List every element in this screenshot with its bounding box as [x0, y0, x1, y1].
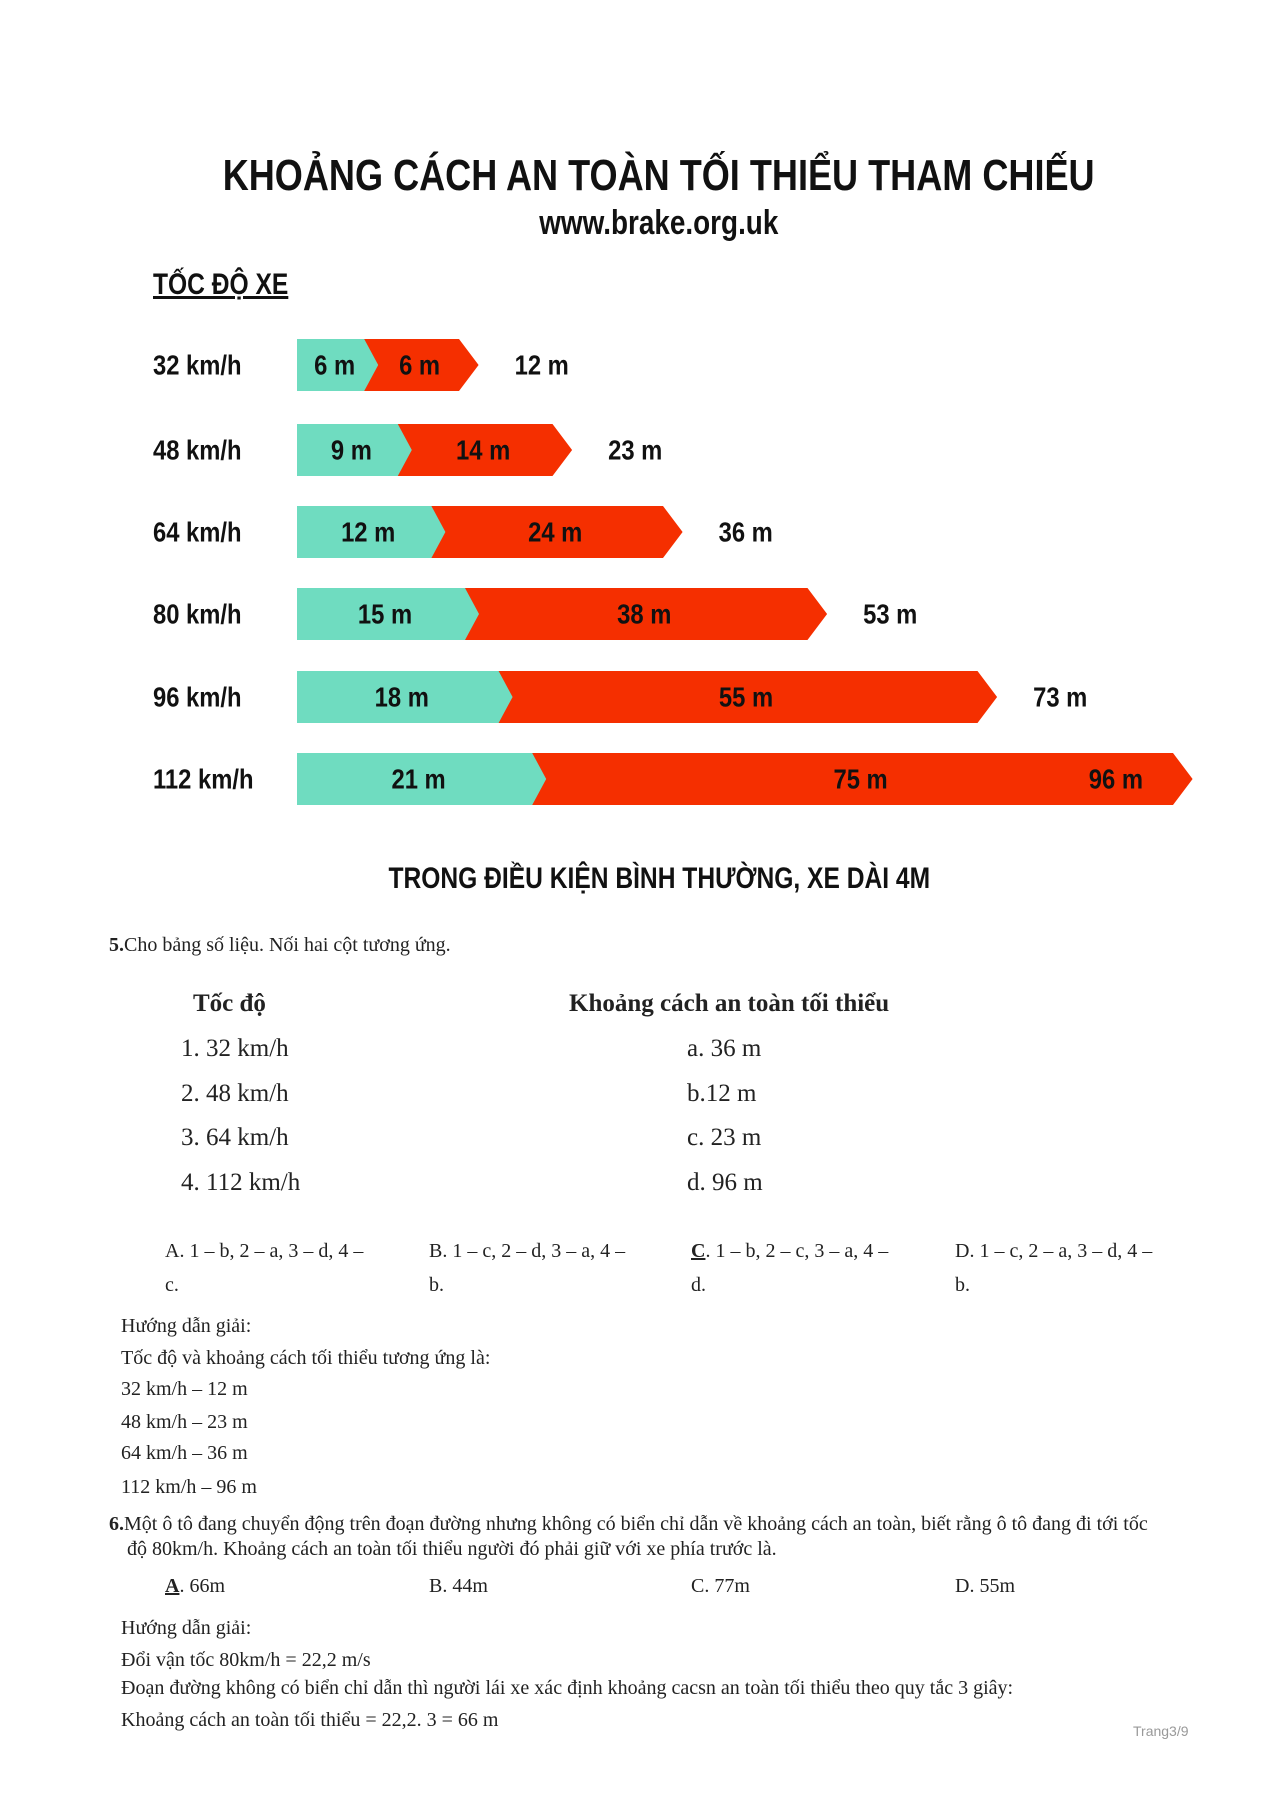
- infographic-source: www.brake.org.uk: [539, 204, 779, 242]
- speed-item: 2. 48 km/h: [181, 1080, 289, 1107]
- page-number: Trang3/9: [1133, 1723, 1189, 1739]
- braking-distance-label: 75 m: [833, 762, 888, 796]
- speed-label: 64 km/h: [153, 515, 242, 549]
- braking-distance-label: 24 m: [528, 515, 583, 549]
- braking-distance-label: 55 m: [718, 680, 774, 714]
- total-distance-label: 96 m: [1088, 762, 1143, 796]
- q5-option-c-cont: d.: [691, 1274, 706, 1296]
- solution-heading: Hướng dẫn giải:: [121, 1617, 252, 1639]
- solution-line: 64 km/h – 36 m: [121, 1442, 248, 1464]
- speed-item: 4. 112 km/h: [181, 1169, 301, 1196]
- question-5: 5.Cho bảng số liệu. Nối hai cột tương ứng.: [109, 934, 451, 956]
- q5-option-a[interactable]: A. 1 – b, 2 – a, 3 – d, 4 –: [165, 1240, 364, 1262]
- solution-line: Đổi vận tốc 80km/h = 22,2 m/s: [121, 1649, 371, 1671]
- speed-label: 48 km/h: [153, 433, 242, 467]
- total-distance-label: 53 m: [863, 597, 918, 631]
- q6-option-c[interactable]: C. 77m: [691, 1575, 750, 1597]
- distance-item: d. 96 m: [687, 1169, 763, 1196]
- distance-item: c. 23 m: [687, 1124, 762, 1151]
- total-distance-label: 73 m: [1033, 680, 1088, 714]
- infographic-caption: TRONG ĐIỀU KIỆN BÌNH THƯỜNG, XE DÀI 4M: [388, 862, 930, 895]
- speed-label: 96 km/h: [153, 680, 242, 714]
- reaction-distance-label: 21 m: [391, 762, 446, 796]
- reaction-distance-label: 6 m: [314, 348, 356, 382]
- stopping-distance-chart: [0, 0, 1272, 820]
- reaction-distance-label: 18 m: [374, 680, 429, 714]
- question-6: 6.Một ô tô đang chuyển động trên đoạn đường nhưng không có biển chỉ dẫn về khoảng cách an toàn, biết rằng ô tô đang đi tới tốc: [109, 1513, 1148, 1535]
- column-header-speed: Tốc độ: [193, 990, 266, 1017]
- distance-item: b.12 m: [687, 1080, 757, 1107]
- total-distance-label: 23 m: [608, 433, 663, 467]
- solution-line: 32 km/h – 12 m: [121, 1378, 248, 1400]
- total-distance-label: 36 m: [718, 515, 773, 549]
- reaction-distance-label: 15 m: [357, 597, 413, 631]
- q5-option-c-correct[interactable]: C. 1 – b, 2 – c, 3 – a, 4 –: [691, 1240, 889, 1262]
- question-6-cont: độ 80km/h. Khoảng cách an toàn tối thiểu người đó phải giữ với xe phía trước là.: [127, 1538, 777, 1560]
- column-header-distance: Khoảng cách an toàn tối thiểu: [569, 990, 890, 1017]
- speed-item: 1. 32 km/h: [181, 1035, 289, 1062]
- braking-distance-label: 14 m: [456, 433, 511, 467]
- speed-axis-label: TỐC ĐỘ XE: [153, 268, 289, 301]
- solution-line: Đoạn đường không có biển chỉ dẫn thì người lái xe xác định khoảng cacsn an toàn tối thiểu theo quy tắc 3 giây:: [121, 1677, 1014, 1699]
- q6-option-b[interactable]: B. 44m: [429, 1575, 488, 1597]
- infographic-title: KHOẢNG CÁCH AN TOÀN TỐI THIỂU THAM CHIẾU: [223, 151, 1095, 200]
- solution-line: 112 km/h – 96 m: [121, 1476, 257, 1498]
- solution-heading: Hướng dẫn giải:: [121, 1315, 252, 1337]
- reaction-distance-label: 9 m: [330, 433, 372, 467]
- speed-label: 80 km/h: [153, 597, 242, 631]
- braking-distance-label: 38 m: [617, 597, 672, 631]
- reaction-distance-label: 12 m: [341, 515, 396, 549]
- q5-option-a-cont: c.: [165, 1274, 179, 1296]
- q6-option-a-correct[interactable]: A. 66m: [165, 1575, 226, 1597]
- q5-option-b[interactable]: B. 1 – c, 2 – d, 3 – a, 4 –: [429, 1240, 626, 1262]
- q5-option-d-cont: b.: [955, 1274, 970, 1296]
- solution-line: Tốc độ và khoảng cách tối thiểu tương ứng là:: [121, 1347, 491, 1369]
- speed-label: 112 km/h: [153, 762, 254, 796]
- braking-distance-label: 6 m: [399, 348, 441, 382]
- solution-line: Khoảng cách an toàn tối thiểu = 22,2. 3 = 66 m: [121, 1709, 499, 1731]
- distance-item: a. 36 m: [687, 1035, 762, 1062]
- solution-line: 48 km/h – 23 m: [121, 1411, 248, 1433]
- q5-option-d[interactable]: D. 1 – c, 2 – a, 3 – d, 4 –: [955, 1240, 1153, 1262]
- speed-label: 32 km/h: [153, 348, 242, 382]
- q5-option-b-cont: b.: [429, 1274, 444, 1296]
- total-distance-label: 12 m: [514, 348, 569, 382]
- speed-item: 3. 64 km/h: [181, 1124, 289, 1151]
- q6-option-d[interactable]: D. 55m: [955, 1575, 1016, 1597]
